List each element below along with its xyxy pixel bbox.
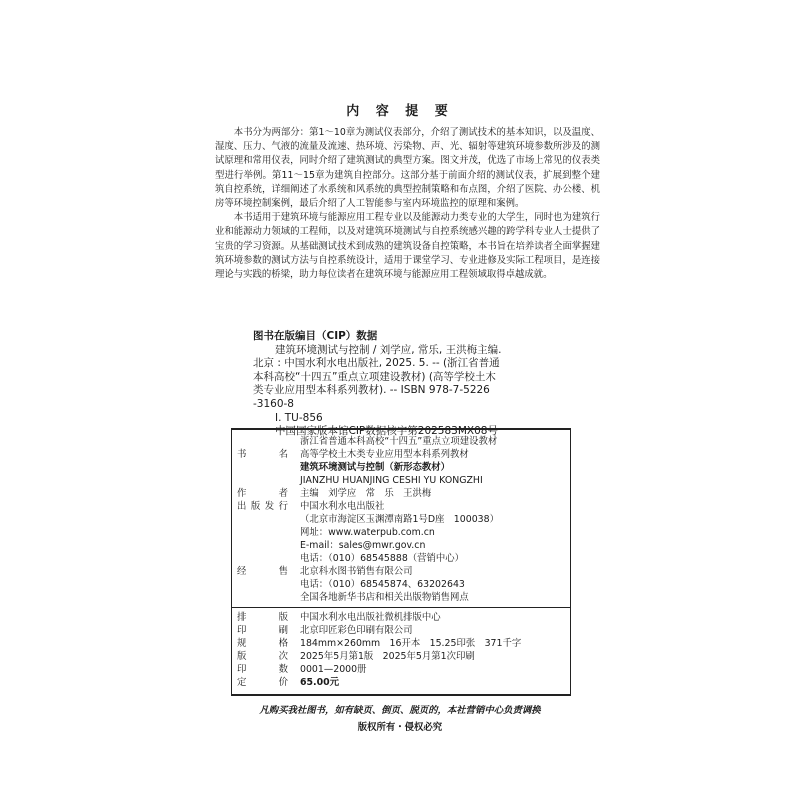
cip-line: 北京 : 中国水利水电出版社, 2025. 5. -- (浙江省普通 [253,357,500,370]
spec-label: 排 版 [237,612,288,623]
publisher-address: （北京市海淀区玉渊潭南路1号D座 100038） [300,514,499,525]
spec-label: 规 格 [237,638,288,649]
spec-label: 印 数 [237,664,288,675]
colophon-row [232,624,570,637]
replacement-notice: 凡购买我社图书，如有缺页、倒页、脱页的，本社营销中心负责调换 [259,705,541,716]
spec-label: 版 次 [237,651,288,662]
summary-paragraph: 本书适用于建筑环境与能源应用工程专业以及能源动力类专业的大学生，同时也为建筑行业和能源动力领域的工程师，以及对建筑环境测试与自控系统感兴趣的跨学科专业人士提供了宝贵的学习资源。从基础测试技术到成熟的建筑设备自控策略，本书旨在培养读者全面掌握建筑环境参数的测试方法与自控系统设计，适用于课堂学习、专业进修及实际工程项目，是连接理论与实践的桥梁，助力每位读者在建筑环境与能源应用工程领域取得卓越成就。 [215,212,600,281]
colophon-main-section [232,435,570,604]
colophon-row [232,663,570,676]
cip-block [253,330,573,439]
cip-line: 类专业应用型本科系列教材). -- ISBN 978-7-5226 [253,384,490,397]
colophon-divider [232,607,570,608]
author-label: 作 者 [237,488,288,499]
publisher-name: 中国水利水电出版社 [300,501,385,512]
spec-label: 定 价 [237,677,288,688]
distributor-label: 经 售 [237,566,288,577]
publisher-email: E-mail：sales@mwr.gov.cn [300,540,426,551]
spec-value: 2025年5月第1版 2025年5月第1次印刷 [300,651,475,662]
cip-line: -3160-8 [253,397,294,410]
colophon-row [232,513,570,526]
colophon-row [232,565,570,578]
colophon-row [232,487,570,500]
colophon-row [232,552,570,565]
colophon-row [232,461,570,474]
summary-paragraph: 本书分为两部分：第1～10章为测试仪表部分，介绍了测试技术的基本知识，以及温度、湿度、压力、气液的流量及流速、热环境、污染物、声、光、辐射等建筑环境参数所涉及的测试原理和常用仪表，同时介绍了建筑测试的典型方案。图文并茂，优选了市场上常见的仪表类型进行举例。第11～15章为建筑自控部分。这部分基于前面介绍的测试仪表，扩展到整个建筑自控系统，详细阐述了水系统和风系统的典型控制策略和布点图，介绍了医院、办公楼、机房等环境控制案例，最后介绍了人工智能参与室内环境监控的原理和案例。 [215,127,600,210]
colophon-row [232,676,570,689]
book-title-pinyin: JIANZHU HUANJING CESHI YU KONGZHI [300,475,483,486]
cip-line: 本科高校“十四五”重点立项建设教材) (高等学校土木 [253,370,496,383]
publisher-website: 网址：www.waterpub.com.cn [300,527,435,538]
spec-label: 印 刷 [237,625,288,636]
series-name: 高等学校土木类专业应用型本科系列教材 [300,449,469,460]
distributor-phone: 电话：（010）68545874、63202643 [300,579,465,590]
colophon-row [232,578,570,591]
series-name: 浙江省普通本科高校“十四五”重点立项建设教材 [300,436,498,447]
summary-title: 内 容 提 要 [346,104,454,119]
spec-value: 北京印匠彩色印刷有限公司 [300,625,413,636]
colophon-row [232,448,570,461]
colophon-table [231,428,571,696]
spec-value: 0001—2000册 [300,664,367,675]
summary-text [215,126,600,282]
colophon-row [232,539,570,552]
colophon-row [232,500,570,513]
price-value: 65.00元 [300,677,340,688]
cip-heading: 图书在版编目（CIP）数据 [253,330,378,342]
spec-value: 184mm×260mm 16开本 15.25印张 371千字 [300,638,522,649]
book-title-label: 书 名 [237,449,288,460]
colophon-row [232,474,570,487]
colophon-row [232,526,570,539]
cip-line: Ⅰ. TU-856 [275,411,323,424]
copyright-notice: 版权所有・侵权必究 [357,722,443,733]
publisher-phone: 电话：（010）68545888（营销中心） [300,553,465,564]
colophon-row [232,591,570,604]
colophon-specs-section [232,611,570,689]
publisher-label: 出版发行 [237,501,288,512]
distributor-name: 北京科水图书销售有限公司 [300,566,413,577]
colophon-row [232,637,570,650]
spec-value: 中国水利水电出版社微机排版中心 [300,612,441,623]
colophon-row [232,435,570,448]
cip-line: 建筑环境测试与控制 / 刘学应, 常乐, 王洪梅主编. [275,343,502,356]
cip-line: 中国国家版本馆CIP数据核字第202583MX08号 [275,425,498,438]
distributor-network: 全国各地新华书店和相关出版物销售网点 [300,592,469,603]
book-title: 建筑环境测试与控制（新形态教材） [300,462,451,473]
colophon-row [232,611,570,624]
author-value: 主编 刘学应 常 乐 王洪梅 [300,488,432,499]
colophon-row [232,650,570,663]
